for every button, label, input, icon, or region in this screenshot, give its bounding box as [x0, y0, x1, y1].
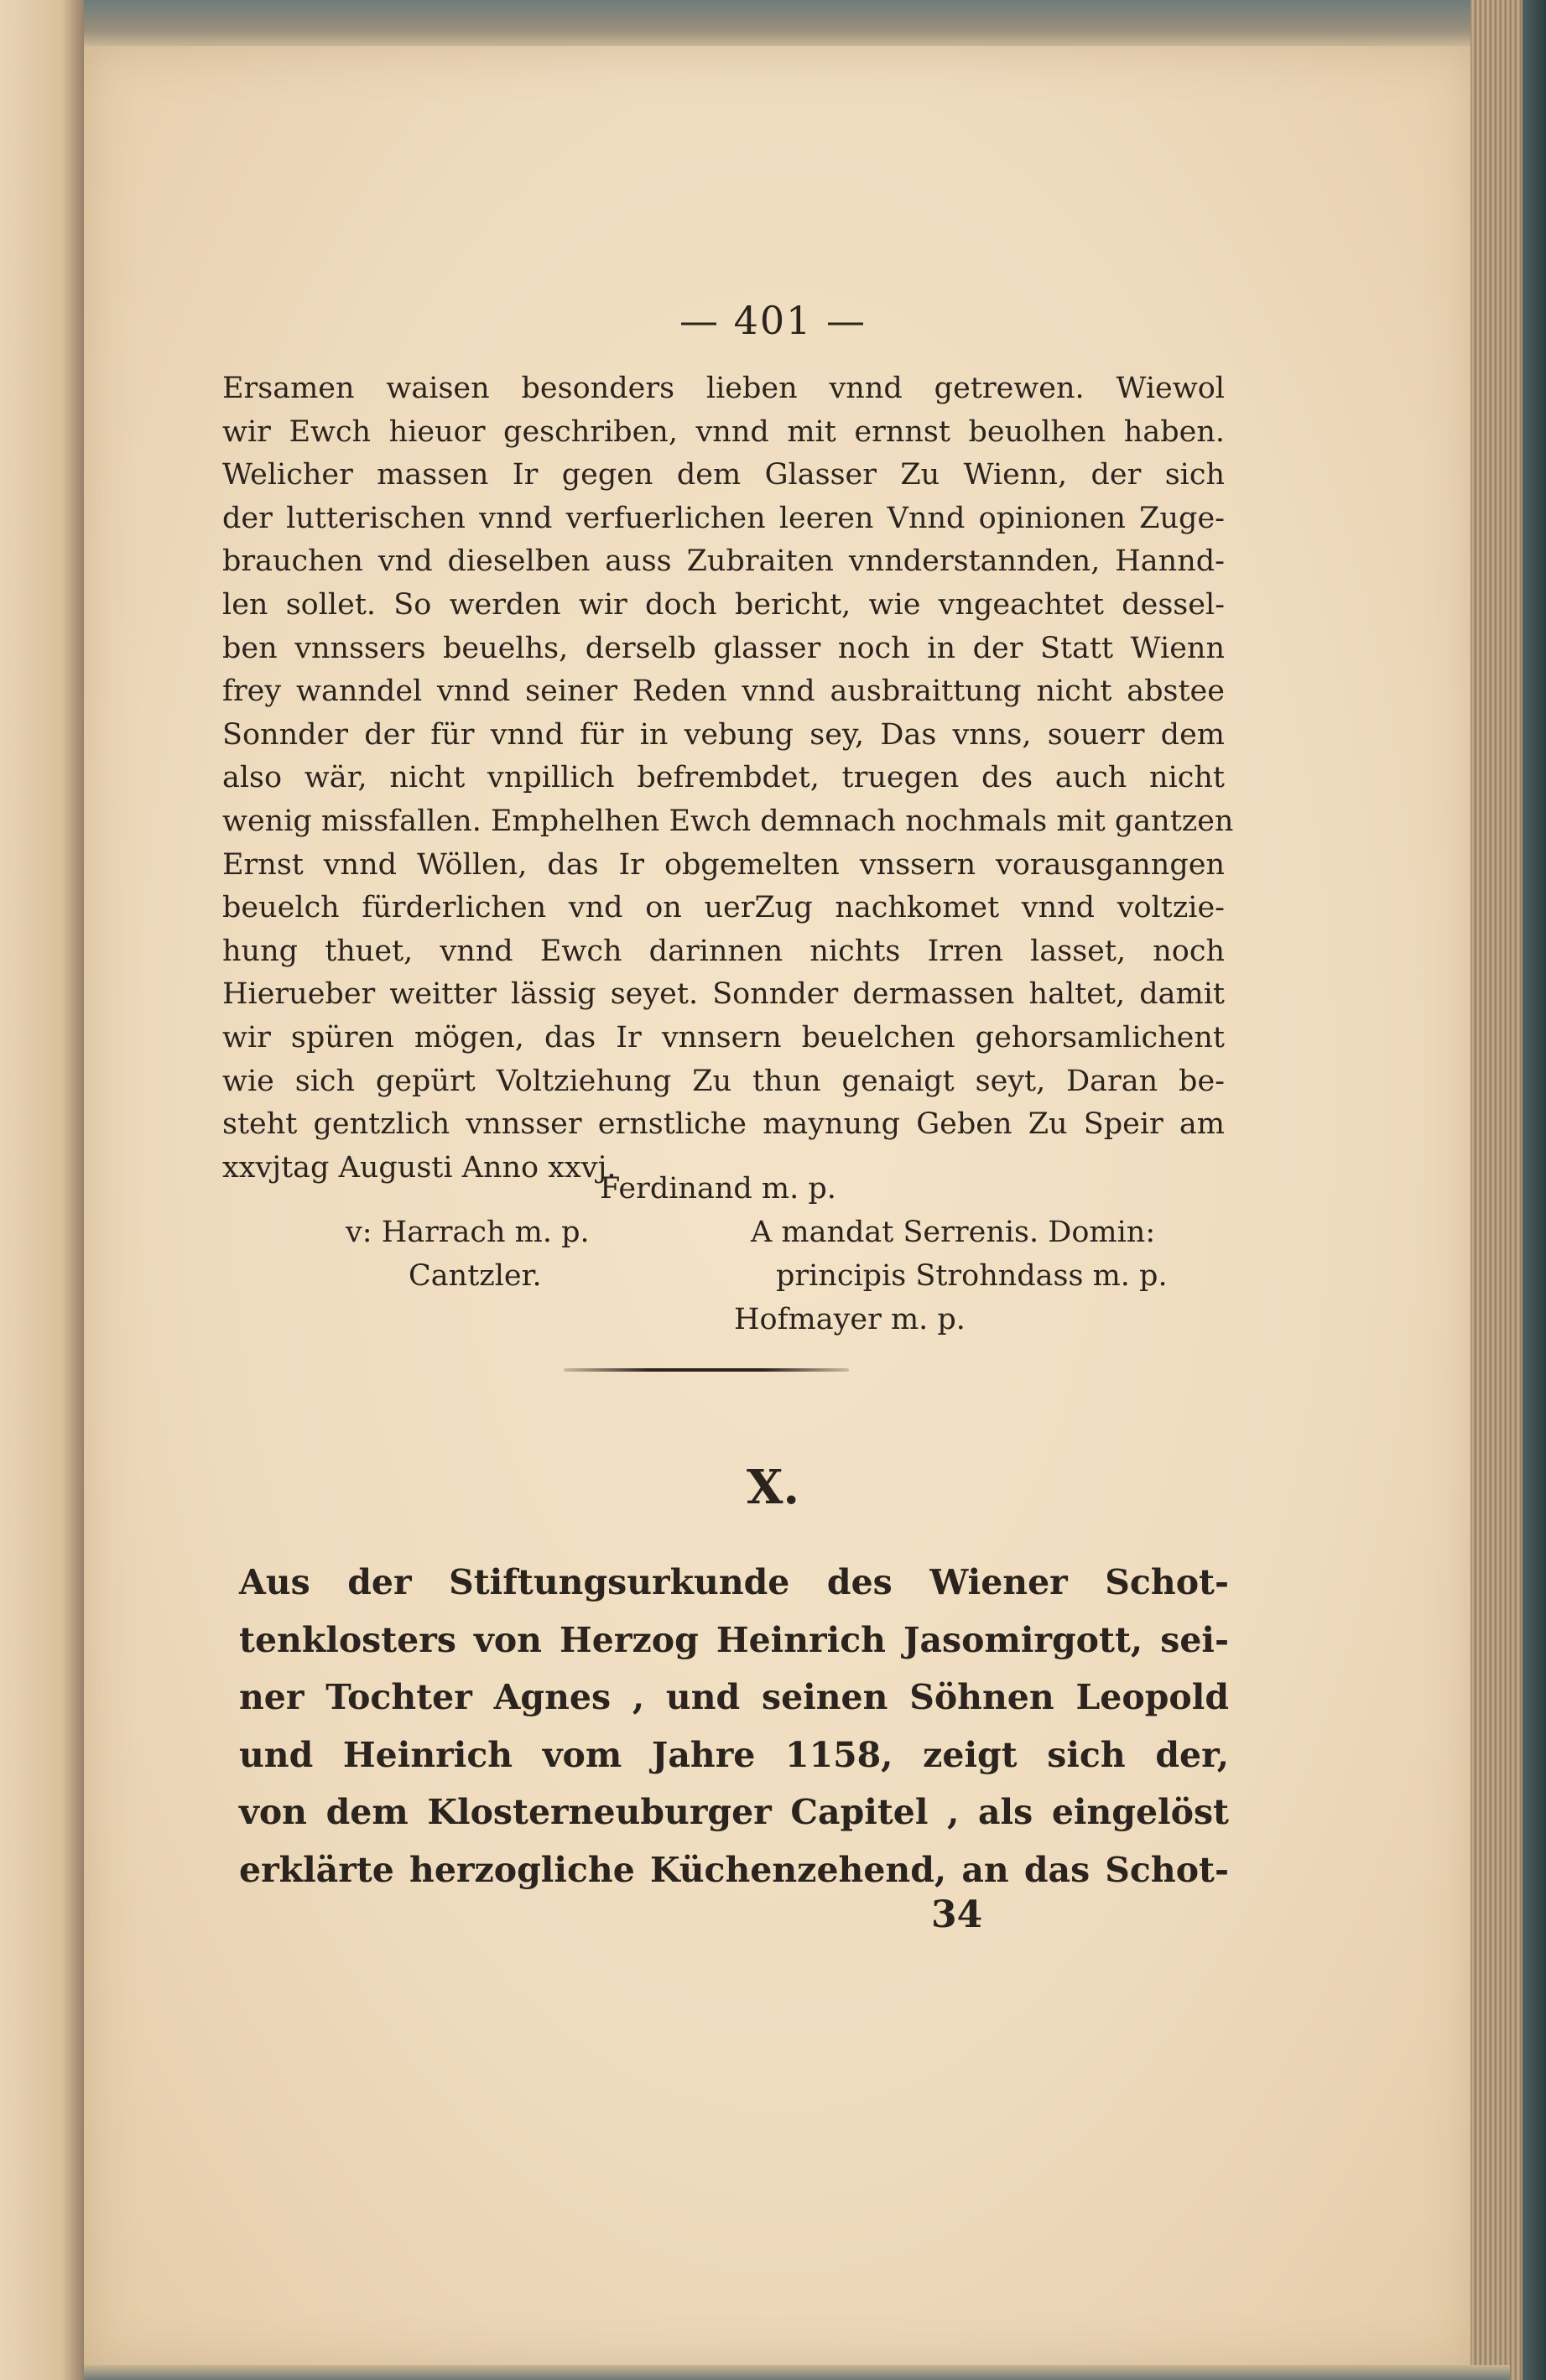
body-line: wenig missfallen. Emphelhen Ewch demnach nochmals mit gantzen	[222, 804, 1234, 838]
body-line: xxvjtag Augusti Anno xxvj.	[222, 1150, 617, 1185]
signature-mandat: A mandat Serrenis. Domin:	[751, 1216, 1156, 1249]
section-number: X.	[747, 1460, 799, 1515]
body-line: hung thuet, vnnd Ewch darinnen nichts Irren lasset, noch	[222, 934, 1225, 968]
body-line: Ernst vnnd Wöllen, das Ir obgemelten vnssern vorausganngen	[222, 847, 1225, 882]
body-line: wie sich gepürt Voltziehung Zu thun genaigt seyt, Daran be-	[222, 1064, 1225, 1098]
section-divider	[564, 1368, 849, 1372]
body-line: wir spüren mögen, das Ir vnnsern beuelchen gehorsamlichent	[222, 1020, 1225, 1055]
body-line: wir Ewch hieuor geschriben, vnnd mit ernnst beuolhen haben.	[222, 414, 1225, 449]
heading-line: tenklosters von Herzog Heinrich Jasomirgott, sei-	[239, 1619, 1229, 1660]
body-line: steht gentzlich vnnsser ernstliche maynung Geben Zu Speir am	[222, 1107, 1225, 1142]
signature-hofmayer: Hofmayer m. p.	[734, 1303, 966, 1336]
book-cover-edge	[1523, 0, 1546, 2380]
heading-line: und Heinrich vom Jahre 1158, zeigt sich der,	[239, 1734, 1229, 1775]
body-line: Hierueber weitter lässig seyet. Sonnder dermassen haltet, damit	[222, 977, 1225, 1012]
body-line: Ersamen waisen besonders lieben vnnd getrewen. Wiewol	[222, 372, 1225, 405]
heading-line: ner Tochter Agnes , und seinen Söhnen Leopold	[239, 1677, 1229, 1717]
signature-harrach: v: Harrach m. p.	[346, 1216, 590, 1249]
heading-line: erklärte herzogliche Küchenzehend, an das Schot-	[239, 1849, 1229, 1890]
body-line: Welicher massen Ir gegen dem Glasser Zu Wienn, der sich	[222, 458, 1225, 492]
body-line: frey wanndel vnnd seiner Reden vnnd ausbraittung nicht abstee	[222, 674, 1225, 709]
body-line: der lutterischen vnnd verfuerlichen leeren Vnnd opinionen Zuge-	[222, 501, 1225, 535]
body-line: brauchen vnd dieselben auss Zubraiten vnnderstannden, Hannd-	[222, 544, 1225, 579]
left-page-edge	[0, 0, 88, 2380]
heading-line: von dem Klosterneuburger Capitel , als eingelöst	[239, 1792, 1229, 1832]
body-line: ben vnnssers beuelhs, derselb glasser noch in der Statt Wienn	[222, 631, 1225, 665]
body-text	[222, 367, 1234, 1190]
signature-principis: principis Strohndass m. p.	[776, 1259, 1168, 1293]
body-line: Sonnder der für vnnd für in vebung sey, Das vnns, souerr dem	[222, 717, 1225, 752]
top-edge	[84, 0, 1510, 50]
body-line: beuelch fürderlichen vnd on uerZug nachkomet vnnd voltzie-	[222, 891, 1225, 925]
printer-signature-mark: 34	[931, 1893, 983, 1936]
signature-cantzler: Cantzler.	[409, 1259, 542, 1293]
page-number: — 401 —	[679, 298, 867, 343]
body-line: len sollet. So werden wir doch bericht, wie vngeachtet dessel-	[222, 587, 1225, 622]
body-line: also wär, nicht vnpillich befrembdet, truegen des auch nicht	[222, 761, 1225, 795]
heading-line: Aus der Stiftungsurkunde des Wiener Schot-	[239, 1562, 1229, 1602]
signature-ferdinand: Ferdinand m. p.	[600, 1172, 836, 1206]
bottom-edge	[84, 2365, 1510, 2380]
section-heading	[239, 1554, 1229, 1898]
